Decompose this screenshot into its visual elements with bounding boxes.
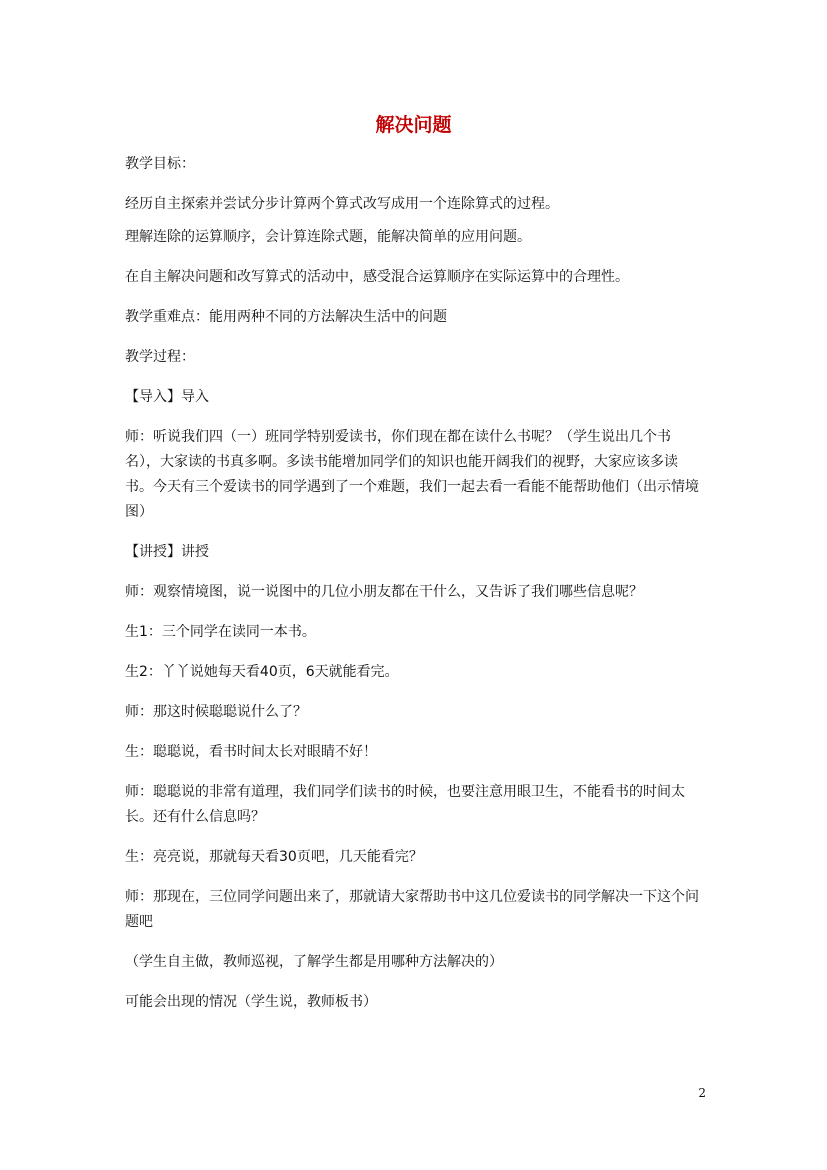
paragraph-possible-cases: 可能会出现的情况（学生说，教师板书）: [125, 994, 377, 1010]
paragraph-teacher-eye-care: 师：聪聪说的非常有道理，我们同学们读书的时候，也要注意用眼卫生，不能看书的时间太长。还有什么信息吗？: [125, 784, 685, 825]
paragraph-objectives-heading: 教学目标：: [125, 156, 195, 172]
paragraph-objective-1: 经历自主探索并尝试分步计算两个算式改写成用一个连除算式的过程。: [125, 196, 559, 212]
paragraph-objective-2: 理解连除的运算顺序，会计算连除式题，能解决简单的应用问题。: [125, 229, 531, 245]
paragraph-teacher-intro: 师：听说我们四（一）班同学特别爱读书，你们现在都在读什么书呢？（学生说出几个书名），大家读的书真多啊。多读书能增加同学们的知识也能开阔我们的视野，大家应该多读书。今天有三个爱读书的同学遇到了一个难题，我们一起去看一看能不能帮助他们（出示情境图）: [125, 429, 699, 520]
paragraph-key-points: 教学重难点：能用两种不同的方法解决生活中的问题: [125, 309, 447, 325]
page-number: 2: [698, 1086, 706, 1100]
document-title: 解决问题: [375, 114, 452, 136]
paragraph-teacher-question: 师：那这时候聪聪说什么了？: [125, 704, 307, 720]
document-body: [125, 152, 705, 1030]
paragraph-student-answer: 生：聪聪说，看书时间太长对眼睛不好！: [125, 744, 377, 760]
paragraph-student-1: 生1：三个同学在读同一本书。: [125, 624, 316, 640]
paragraph-teacher-observe: 师：观察情境图，说一说图中的几位小朋友都在干什么，又告诉了我们哪些信息呢？: [125, 584, 643, 600]
paragraph-lecture-heading: 【讲授】讲授: [125, 544, 209, 560]
paragraph-student-liangliang: 生：亮亮说，那就每天看30页吧，几天能看完？: [125, 849, 423, 865]
paragraph-student-2: 生2：丫丫说她每天看40页，6天就能看完。: [125, 664, 399, 680]
paragraph-students-work: （学生自主做，教师巡视，了解学生都是用哪种方法解决的）: [125, 954, 503, 970]
paragraph-process-heading: 教学过程：: [125, 349, 195, 365]
paragraph-intro-heading: 【导入】导入: [125, 389, 209, 405]
paragraph-objective-3: 在自主解决问题和改写算式的活动中，感受混合运算顺序在实际运算中的合理性。: [125, 269, 629, 285]
paragraph-teacher-problem: 师：那现在，三位同学问题出来了，那就请大家帮助书中这几位爱读书的同学解决一下这个问题吧: [125, 889, 699, 930]
